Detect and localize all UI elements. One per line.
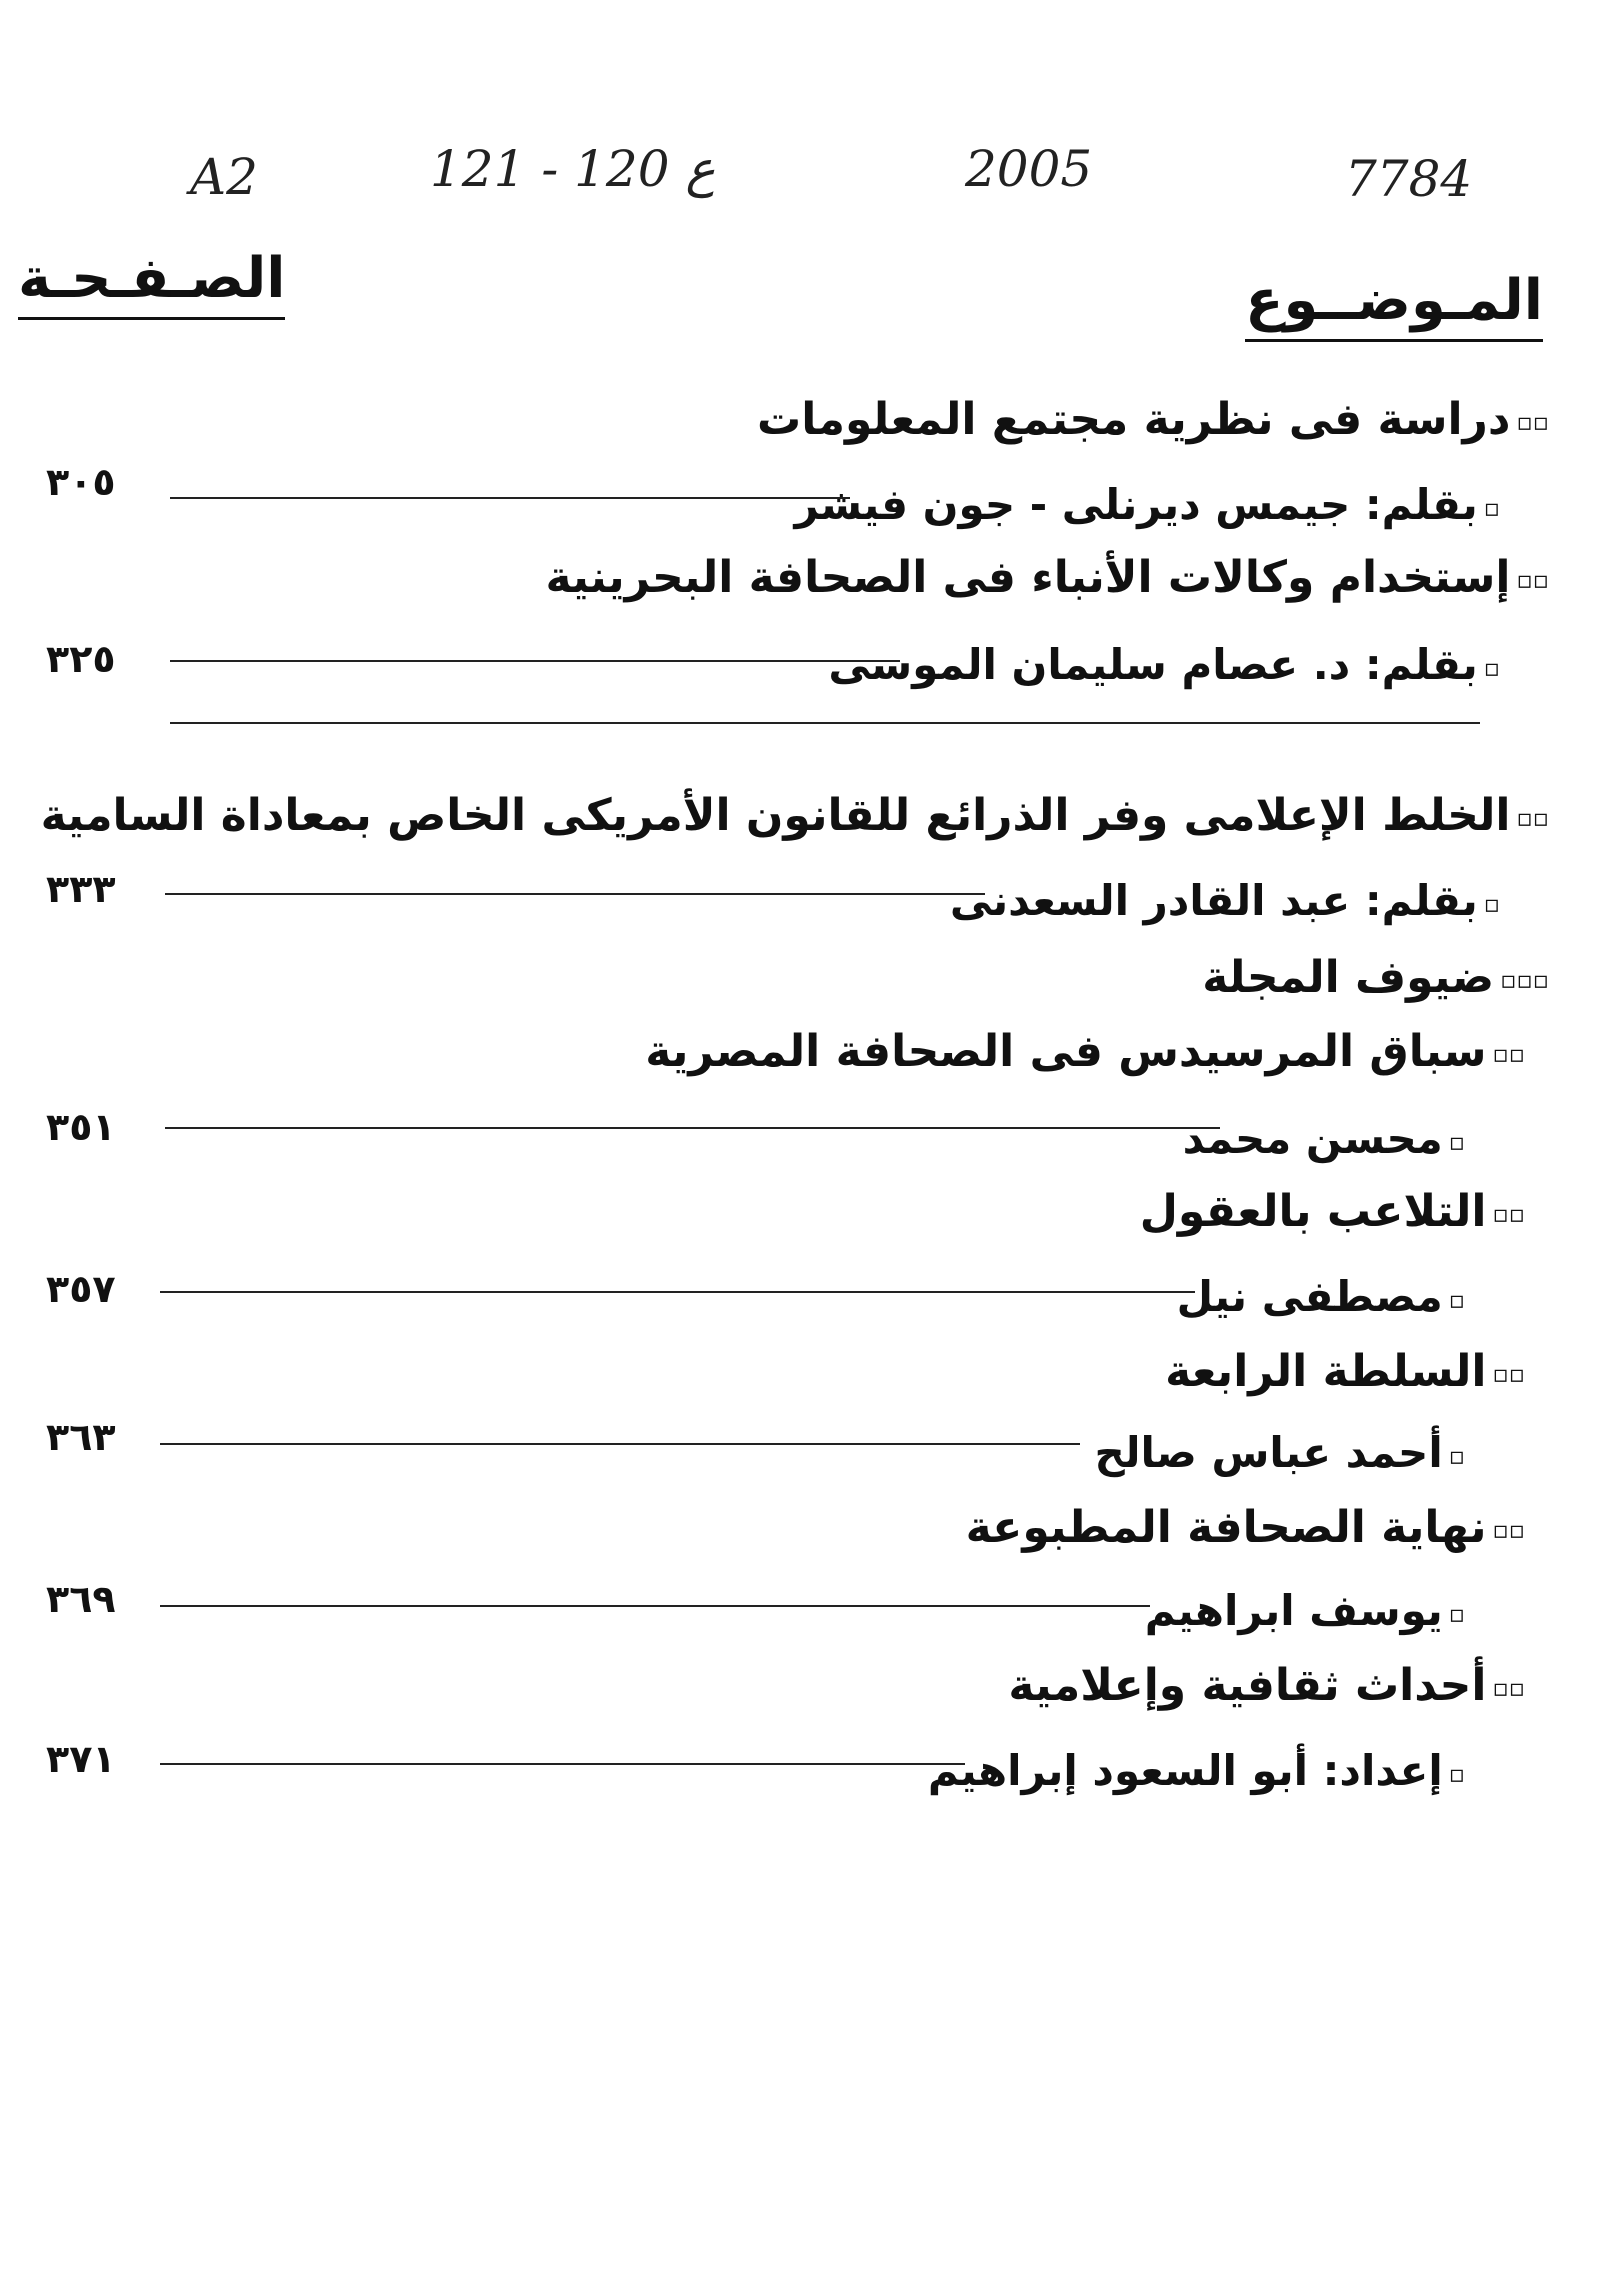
page-number: ٣٧١ (46, 1737, 116, 1781)
toc-entry-author: ▫بقلم: د. عصام سليمان الموسى (828, 640, 1500, 689)
double-bullet-icon: ▫▫ (1516, 566, 1549, 594)
bullet-icon: ▫ (1483, 889, 1500, 918)
double-bullet-icon: ▫▫ (1492, 1200, 1525, 1228)
toc-entry-title: ▫▫السلطة الرابعة (1165, 1346, 1525, 1397)
toc-entry-author: ▫يوسف ابراهيم (1144, 1586, 1465, 1635)
dotted-leader (160, 1443, 1080, 1445)
page-number: ٣٥١ (46, 1105, 116, 1149)
dotted-leader (170, 660, 900, 662)
double-bullet-icon: ▫▫ (1516, 804, 1549, 832)
dotted-leader (170, 497, 850, 499)
double-bullet-icon: ▫▫ (1492, 1674, 1525, 1702)
triple-bullet-icon: ▫▫▫ (1500, 966, 1549, 994)
page-number: ٣٥٧ (46, 1267, 116, 1311)
toc-entry-author: ▫أحمد عباس صالح (1094, 1428, 1465, 1477)
page-number: ٣٦٣ (46, 1415, 116, 1459)
bullet-icon: ▫ (1448, 1285, 1465, 1314)
dotted-leader (165, 1127, 1220, 1129)
double-bullet-icon: ▫▫ (1492, 1040, 1525, 1068)
bullet-icon: ▫ (1448, 1127, 1465, 1156)
toc-entry-author: ▫بقلم: عبد القادر السعدنى (949, 876, 1500, 925)
subject-column-header: المـوضــوع (1245, 268, 1543, 342)
toc-entry-title: ▫▫سباق المرسيدس فى الصحافة المصرية (645, 1026, 1525, 1077)
page-number: ٣٣٣ (46, 867, 116, 911)
toc-entry-title: ▫▫الخلط الإعلامى وفر الذرائع للقانون الأمريكى الخاص بمعاداة السامية (40, 790, 1549, 841)
handwritten-note-number: 7784 (1345, 150, 1473, 208)
toc-entry-author: ▫بقلم: جيمس ديرنلى - جون فيشر (794, 480, 1500, 529)
toc-entry-author: ▫محسن محمد (1182, 1114, 1465, 1163)
handwritten-note-year: 2005 (965, 140, 1093, 198)
page-number: ٣٢٥ (46, 637, 116, 681)
page-column-header: الصـفـحـة (18, 246, 285, 320)
dotted-leader (160, 1605, 1150, 1607)
toc-entry-author: ▫إعداد: أبو السعود إبراهيم (927, 1746, 1465, 1795)
dotted-leader (160, 1763, 965, 1765)
toc-entry-title: ▫▫التلاعب بالعقول (1139, 1186, 1525, 1237)
handwritten-note-issue: 121 - 120 ع (430, 140, 716, 198)
double-bullet-icon: ▫▫ (1516, 408, 1549, 436)
toc-entry-title: ▫▫أحداث ثقافية وإعلامية (1008, 1660, 1525, 1711)
bullet-icon: ▫ (1448, 1599, 1465, 1628)
bullet-icon: ▫ (1448, 1441, 1465, 1470)
toc-entry-author: ▫مصطفى نيل (1176, 1272, 1465, 1321)
toc-entry-title: ▫▫دراسة فى نظرية مجتمع المعلومات (757, 394, 1549, 445)
section-divider (170, 722, 1480, 724)
toc-entry-title: ▫▫نهاية الصحافة المطبوعة (965, 1502, 1525, 1553)
dotted-leader (160, 1291, 1195, 1293)
bullet-icon: ▫ (1483, 653, 1500, 682)
bullet-icon: ▫ (1483, 493, 1500, 522)
page-number: ٣٠٥ (46, 460, 116, 504)
handwritten-note-volume: A2 (190, 148, 258, 206)
page-number: ٣٦٩ (46, 1577, 116, 1621)
double-bullet-icon: ▫▫ (1492, 1516, 1525, 1544)
bullet-icon: ▫ (1448, 1759, 1465, 1788)
section-heading: ▫▫▫ضيوف المجلة (1202, 952, 1549, 1003)
double-bullet-icon: ▫▫ (1492, 1360, 1525, 1388)
toc-entry-title: ▫▫إستخدام وكالات الأنباء فى الصحافة البحرينية (545, 552, 1549, 603)
dotted-leader (165, 893, 985, 895)
